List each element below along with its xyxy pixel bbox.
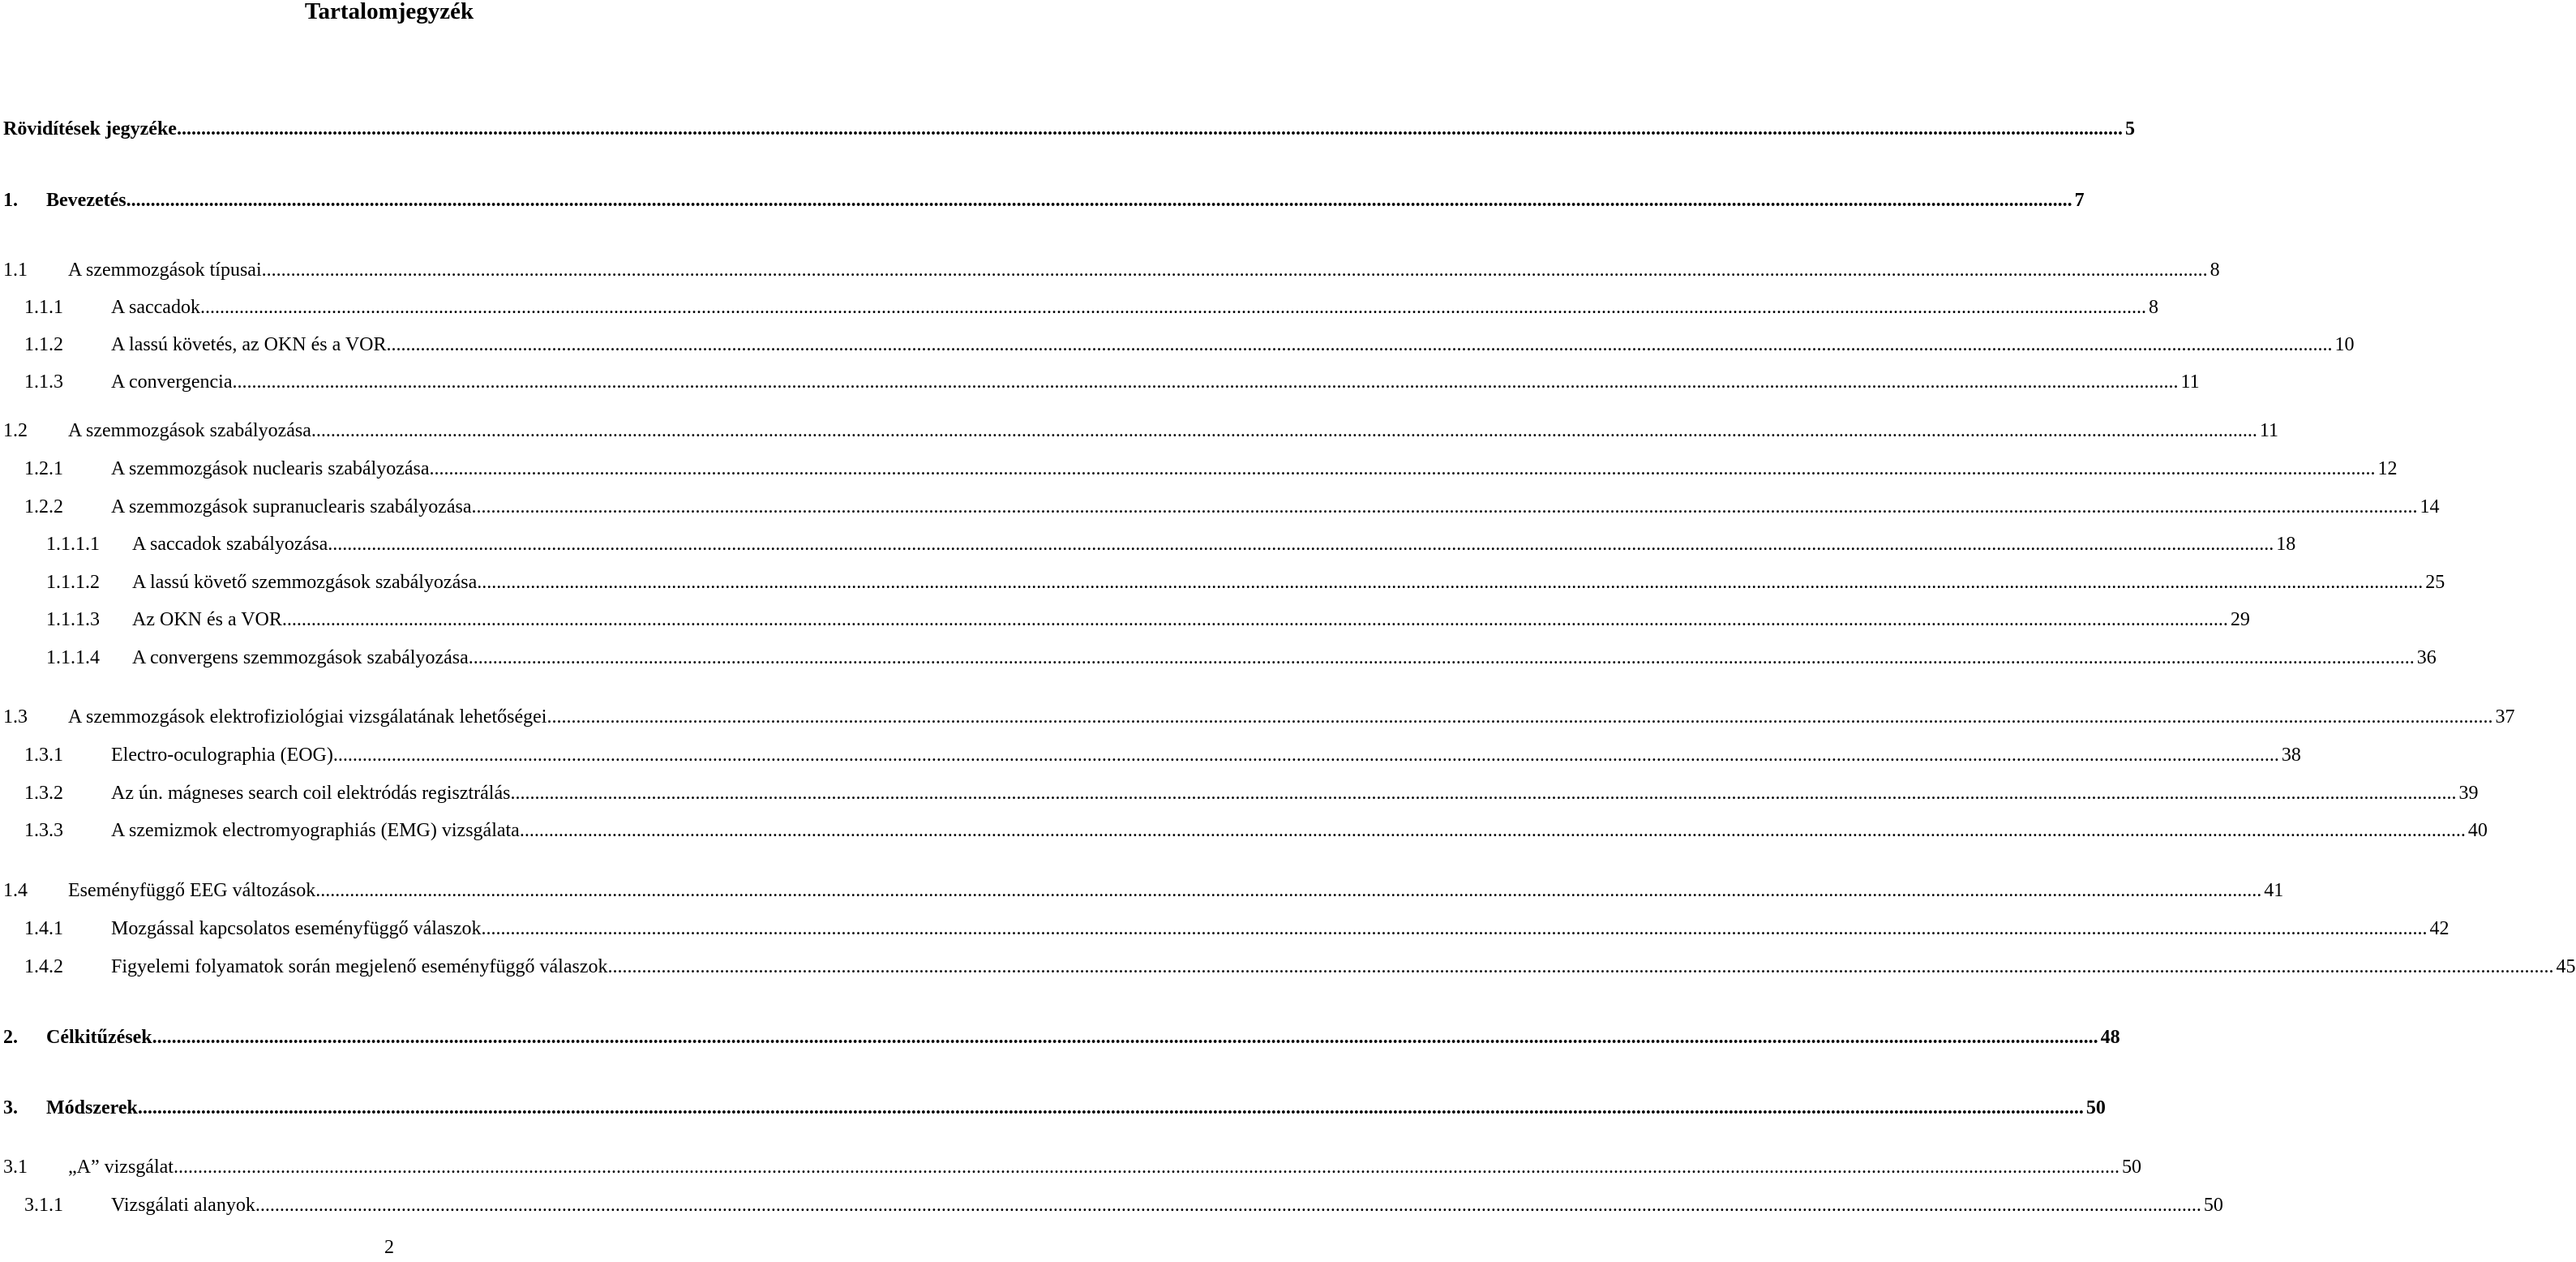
toc-entry[interactable] <box>0 186 2085 215</box>
toc-entry[interactable] <box>0 816 2488 845</box>
toc-entry[interactable] <box>0 114 2135 144</box>
toc-entry-number: 1.4 <box>3 880 28 901</box>
toc-entry-number: 1. <box>3 190 18 211</box>
toc-page-number: 36 <box>2416 647 2437 668</box>
toc-dots: ................................................................................................................................................................................................................................................................................................................................................................................................................ <box>328 534 2274 555</box>
toc-page-number: 29 <box>2230 609 2250 630</box>
toc-dots: ................................................................................................................................................................................................................................................................................................................................................................................................................ <box>332 745 2279 766</box>
toc-dots: ................................................................................................................................................................................................................................................................................................................................................................................................................ <box>281 609 2228 630</box>
toc-page-number: 39 <box>2458 783 2479 804</box>
toc-page-number: 48 <box>2100 1027 2120 1048</box>
toc-entry-number: 1.1.1 <box>24 297 63 318</box>
toc-entry-title: Eseményfüggő EEG változások <box>68 876 315 905</box>
toc-entry-title: Az OKN és a VOR <box>132 605 282 634</box>
toc-dots: ................................................................................................................................................................................................................................................................................................................................................................................................................ <box>176 118 2123 140</box>
toc-entry-number: 1.3.3 <box>24 820 63 841</box>
toc-entry-number: 3.1 <box>3 1157 28 1178</box>
toc-entry-title: Bevezetés <box>46 186 126 215</box>
toc-leader <box>111 740 2301 770</box>
toc-page-number: 10 <box>2334 334 2355 355</box>
toc-entry-number: 1.2.2 <box>24 496 63 517</box>
toc-entry-title: Vizsgálati alanyok <box>111 1191 255 1220</box>
toc-entry-title: A saccadok szabályozása <box>132 530 328 559</box>
toc-dots: ................................................................................................................................................................................................................................................................................................................................................................................................................ <box>510 783 2457 804</box>
toc-leader <box>111 952 2576 981</box>
toc-leader <box>111 367 2200 397</box>
toc-entry[interactable] <box>0 416 2279 445</box>
toc-dots: ................................................................................................................................................................................................................................................................................................................................................................................................................ <box>152 1027 2098 1048</box>
toc-leader <box>46 186 2085 215</box>
toc-leader <box>111 914 2450 943</box>
toc-entry-number: 1.1.1.4 <box>46 647 100 668</box>
toc-entry[interactable] <box>0 568 2445 597</box>
toc-entry[interactable] <box>0 1093 2106 1122</box>
toc-entry-title: Célkitűzések <box>46 1023 152 1052</box>
toc-entry-title: A szemizmok electromyographiás (EMG) vizsgálata <box>111 816 520 845</box>
toc-leader <box>111 816 2488 845</box>
toc-entry[interactable] <box>0 702 2515 732</box>
toc-entry-title: Electro-oculographia (EOG) <box>111 740 333 770</box>
toc-entry-title: A lassú követés, az OKN és a VOR <box>111 330 387 359</box>
toc-dots: ................................................................................................................................................................................................................................................................................................................................................................................................................ <box>255 1195 2201 1216</box>
toc-leader <box>68 255 2220 285</box>
toc-page-number: 11 <box>2180 371 2200 393</box>
toc-entry[interactable] <box>0 1023 2120 1052</box>
toc-leader <box>46 1093 2106 1122</box>
toc-page-number: 8 <box>2148 297 2158 318</box>
toc-leader <box>132 530 2296 559</box>
toc-page-number: 12 <box>2377 458 2398 479</box>
toc-entry-title: „A” vizsgálat <box>68 1153 174 1182</box>
toc-page-number: 50 <box>2085 1097 2106 1118</box>
toc-leader <box>68 1153 2141 1182</box>
toc-dots: ................................................................................................................................................................................................................................................................................................................................................................................................................ <box>311 420 2257 441</box>
toc-entry-number: 1.1.1.3 <box>46 609 100 630</box>
toc-entry[interactable] <box>0 876 2284 905</box>
toc-entry-number: 1.1.2 <box>24 334 63 355</box>
toc-entry[interactable] <box>0 330 2355 359</box>
page-number: 2 <box>384 1237 394 1258</box>
toc-leader <box>111 1191 2223 1220</box>
toc-entry-title: A szemmozgások típusai <box>68 255 262 285</box>
toc-entry[interactable] <box>0 1191 2223 1220</box>
toc-entry-title: Mozgással kapcsolatos eseményfüggő válaszok <box>111 914 482 943</box>
toc-entry-number: 1.1.1.1 <box>46 534 100 555</box>
toc-page-number: 18 <box>2276 534 2296 555</box>
toc-dots: ................................................................................................................................................................................................................................................................................................................................................................................................................ <box>519 820 2466 841</box>
toc-dots: ................................................................................................................................................................................................................................................................................................................................................................................................................ <box>481 918 2428 939</box>
toc-entry[interactable] <box>0 293 2158 322</box>
toc-entry[interactable] <box>0 914 2450 943</box>
toc-page-number: 25 <box>2425 572 2445 593</box>
toc-leader <box>46 1023 2120 1052</box>
toc-page-number: 14 <box>2420 496 2440 517</box>
toc-entry-number: 1.2 <box>3 420 28 441</box>
toc-title: Tartalomjegyzék <box>304 0 474 24</box>
toc-entry[interactable] <box>0 605 2250 634</box>
toc-entry-title: A convergens szemmozgások szabályozása <box>132 643 469 672</box>
toc-dots: ................................................................................................................................................................................................................................................................................................................................................................................................................ <box>137 1097 2084 1118</box>
toc-leader <box>132 643 2437 672</box>
toc-entry-title: A szemmozgások supranuclearis szabályozása <box>111 492 472 522</box>
toc-page-number: 37 <box>2495 706 2515 728</box>
toc-dots: ................................................................................................................................................................................................................................................................................................................................................................................................................ <box>468 647 2415 668</box>
toc-entry[interactable] <box>0 643 2437 672</box>
toc-entry-title: Módszerek <box>46 1093 138 1122</box>
toc-leader <box>68 702 2515 732</box>
toc-dots: ................................................................................................................................................................................................................................................................................................................................................................................................................ <box>232 371 2179 393</box>
toc-leader <box>111 492 2440 522</box>
toc-leader <box>68 416 2279 445</box>
toc-page-number: 8 <box>2210 260 2220 281</box>
toc-page-number: 50 <box>2121 1157 2141 1178</box>
toc-entry-number: 1.4.2 <box>24 956 63 977</box>
toc-leader <box>111 330 2355 359</box>
toc-entry-number: 1.1.3 <box>24 371 63 393</box>
toc-dots: ................................................................................................................................................................................................................................................................................................................................................................................................................ <box>471 496 2418 517</box>
toc-entry-number: 1.3.1 <box>24 745 63 766</box>
toc-dots: ................................................................................................................................................................................................................................................................................................................................................................................................................ <box>126 190 2072 211</box>
toc-page-number: 42 <box>2429 918 2450 939</box>
toc-leader <box>132 605 2250 634</box>
toc-page-number: 50 <box>2203 1195 2223 1216</box>
toc-leader <box>3 114 2135 144</box>
toc-dots: ................................................................................................................................................................................................................................................................................................................................................................................................................ <box>315 880 2262 901</box>
toc-entry-number: 1.3 <box>3 706 28 728</box>
toc-entry[interactable] <box>0 492 2440 522</box>
toc-page-number: 7 <box>2074 190 2085 211</box>
toc-entry[interactable] <box>0 952 2576 981</box>
toc-page-number: 11 <box>2259 420 2279 441</box>
toc-page-number: 5 <box>2124 118 2135 140</box>
toc-entry-title: Figyelemi folyamatok során megjelenő eseményfüggő válaszok <box>111 952 608 981</box>
toc-dots: ................................................................................................................................................................................................................................................................................................................................................................................................................ <box>173 1157 2120 1178</box>
toc-entry-number: 1.2.1 <box>24 458 63 479</box>
toc-page-number: 40 <box>2467 820 2488 841</box>
toc-page-number: 38 <box>2281 745 2301 766</box>
toc-dots: ................................................................................................................................................................................................................................................................................................................................................................................................................ <box>199 297 2146 318</box>
toc-entry-title: A szemmozgások elektrofiziológiai vizsgálatának lehetőségei <box>68 702 546 732</box>
toc-dots: ................................................................................................................................................................................................................................................................................................................................................................................................................ <box>546 706 2493 728</box>
toc-dots: ................................................................................................................................................................................................................................................................................................................................................................................................................ <box>386 334 2333 355</box>
toc-entry[interactable] <box>0 367 2200 397</box>
toc-dots: ................................................................................................................................................................................................................................................................................................................................................................................................................ <box>607 956 2554 977</box>
toc-leader <box>111 779 2479 808</box>
toc-entry-number: 1.4.1 <box>24 918 63 939</box>
toc-entry-title: A lassú követő szemmozgások szabályozása <box>132 568 477 597</box>
toc-leader <box>132 568 2445 597</box>
toc-dots: ................................................................................................................................................................................................................................................................................................................................................................................................................ <box>429 458 2376 479</box>
toc-entry[interactable] <box>0 255 2220 285</box>
toc-page-number: 45 <box>2556 956 2576 977</box>
toc-entry[interactable] <box>0 454 2398 483</box>
toc-entry-number: 1.1 <box>3 260 28 281</box>
toc-dots: ................................................................................................................................................................................................................................................................................................................................................................................................................ <box>261 260 2208 281</box>
toc-entry-number: 1.1.1.2 <box>46 572 100 593</box>
toc-entry-title: A szemmozgások szabályozása <box>68 416 311 445</box>
toc-entry-title: Rövidítések jegyzéke <box>3 114 177 144</box>
toc-leader <box>68 876 2284 905</box>
toc-entry-title: Az ún. mágneses search coil elektródás regisztrálás <box>111 779 510 808</box>
toc-entry-number: 2. <box>3 1027 18 1048</box>
toc-leader <box>111 454 2398 483</box>
toc-leader <box>111 293 2158 322</box>
toc-page-number: 41 <box>2264 880 2284 901</box>
toc-entry-title: A convergencia <box>111 367 233 397</box>
toc-entry[interactable] <box>0 530 2296 559</box>
toc-entry[interactable] <box>0 1153 2141 1182</box>
toc-dots: ................................................................................................................................................................................................................................................................................................................................................................................................................ <box>477 572 2424 593</box>
toc-entry[interactable] <box>0 740 2301 770</box>
toc-entry-number: 1.3.2 <box>24 783 63 804</box>
toc-entry-number: 3. <box>3 1097 18 1118</box>
toc-entry[interactable] <box>0 779 2479 808</box>
toc-entry-title: A saccadok <box>111 293 200 322</box>
toc-entry-number: 3.1.1 <box>24 1195 63 1216</box>
toc-entry-title: A szemmozgások nuclearis szabályozása <box>111 454 430 483</box>
